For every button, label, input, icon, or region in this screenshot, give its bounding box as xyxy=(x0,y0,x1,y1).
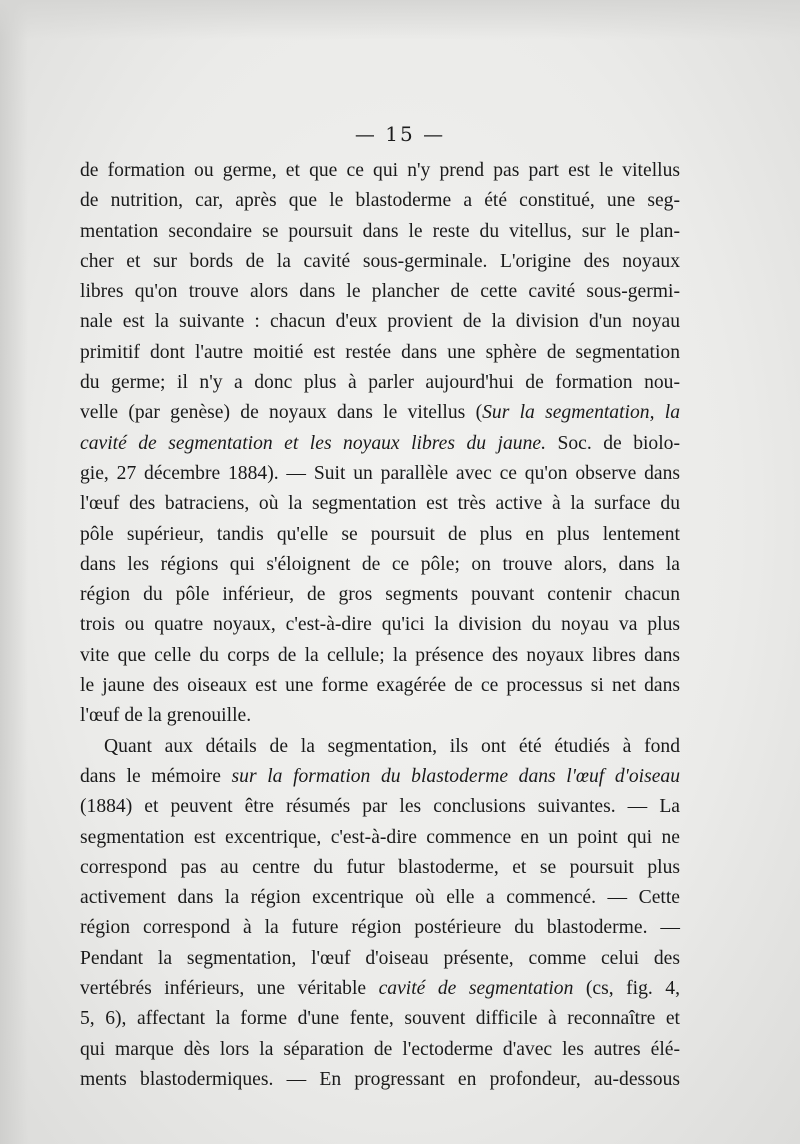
text-line: région correspond à la future région postérieure du blastoderme. — xyxy=(80,917,680,939)
text-run: dans le mémoire xyxy=(80,765,232,787)
text-line: (1884) et peuvent être résumés par les conclusions suivantes. — La xyxy=(80,796,680,818)
italic-title: Sur la segmentation, la xyxy=(482,402,680,424)
text-line: Quant aux détails de la segmentation, ils ont été étudiés à fond xyxy=(104,735,680,757)
text-line: Pendant la segmentation, l'œuf d'oiseau présente, comme celui des xyxy=(80,947,680,969)
text-line: du germe; il n'y a donc plus à parler aujourd'hui de formation nou- xyxy=(80,372,680,394)
text-line: dans les régions qui s'éloignent de ce pôle; on trouve alors, dans la xyxy=(80,553,680,575)
text-line: de formation ou germe, et que ce qui n'y prend pas part est le vitellus xyxy=(80,160,680,181)
text-line: ments blastodermiques. — En progressant en profondeur, au-dessous xyxy=(80,1068,680,1090)
italic-title: cavité de segmentation et les noyaux libres du jaune. xyxy=(80,432,546,454)
text-line: 5, 6), affectant la forme d'une fente, souvent difficile à reconnaître et xyxy=(80,1008,680,1030)
text-line xyxy=(80,398,680,428)
text-line: activement dans la région excentrique où elle a commencé. — Cette xyxy=(80,887,680,909)
text-line: primitif dont l'autre moitié est restée dans une sphère de segmentation xyxy=(80,341,680,363)
italic-term: cavité de segmentation xyxy=(378,978,574,1000)
text-line: pôle supérieur, tandis qu'elle se poursuit de plus en plus lentement xyxy=(80,523,680,545)
text-line: l'œuf de la grenouille. xyxy=(80,705,252,727)
body-text xyxy=(80,156,680,1095)
text-line xyxy=(80,762,680,792)
text-line xyxy=(80,974,680,1004)
text-line: segmentation est excentrique, c'est-à-dire commence en un point qui ne xyxy=(80,826,680,848)
text-line: gie, 27 décembre 1884). — Suit un parallèle avec ce qu'on observe dans xyxy=(80,462,680,484)
text-line: région du pôle inférieur, de gros segments pouvant contenir chacun xyxy=(80,584,680,606)
page-top-shadow xyxy=(0,0,800,40)
text-run: velle (par genèse) de noyaux dans le vitellus ( xyxy=(80,402,483,424)
text-line: nale est la suivante : chacun d'eux provient de la division d'un noyau xyxy=(80,311,680,333)
text-line: le jaune des oiseaux est une forme exagérée de ce processus si net dans xyxy=(80,675,680,697)
text-line xyxy=(80,429,680,459)
text-run: vertébrés inférieurs, une véritable xyxy=(80,978,379,1000)
text-line: mentation secondaire se poursuit dans le reste du vitellus, sur le plan- xyxy=(80,220,680,242)
page-number: — 15 — xyxy=(354,122,446,146)
text-line: cher et sur bords de la cavité sous-germinale. L'origine des noyaux xyxy=(80,250,680,272)
text-line: trois ou quatre noyaux, c'est-à-dire qu'ici la division du noyau va plus xyxy=(80,614,680,636)
text-line: l'œuf des batraciens, où la segmentation est très active à la surface du xyxy=(80,493,680,515)
text-line: libres qu'on trouve alors dans le plancher de cette cavité sous-germi- xyxy=(80,281,680,303)
text-run: Soc. de biolo- xyxy=(545,432,680,454)
text-line: correspond pas au centre du futur blastoderme, et se poursuit plus xyxy=(80,856,680,878)
text-line: qui marque dès lors la séparation de l'ectoderme d'avec les autres élé- xyxy=(80,1038,680,1060)
text-line: vite que celle du corps de la cellule; la présence des noyaux libres dans xyxy=(80,644,680,666)
text-run: (cs, fig. 4, xyxy=(573,978,680,1000)
text-line: de nutrition, car, après que le blastoderme a été constitué, une seg- xyxy=(80,190,680,212)
italic-title: sur la formation du blastoderme dans l'œuf d'oiseau xyxy=(231,765,680,787)
page-edge-shadow xyxy=(0,0,28,1144)
